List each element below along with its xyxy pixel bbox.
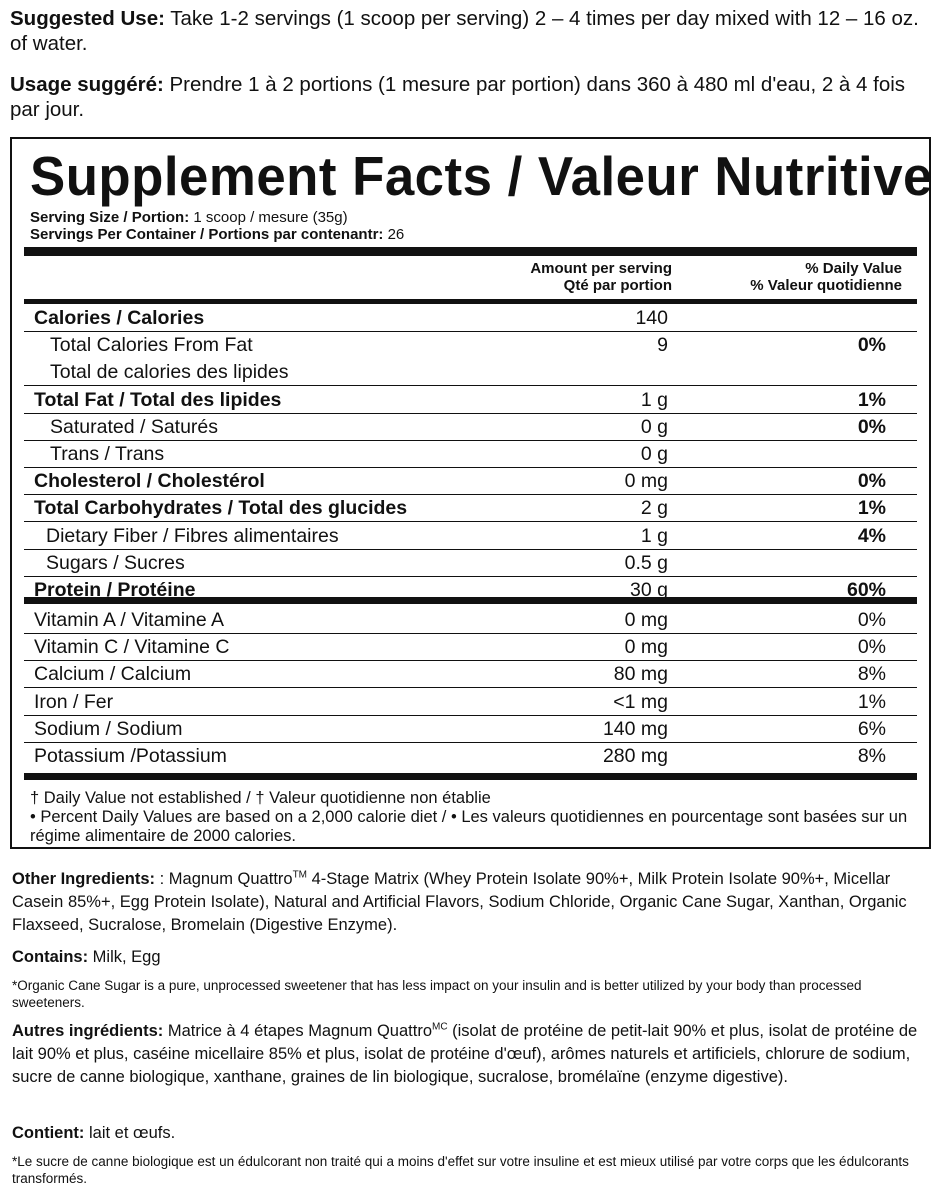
nutrient-daily-value: 0% xyxy=(857,334,886,357)
nutrient-amount: 0.5 g xyxy=(624,551,668,574)
vitamin-row xyxy=(24,688,917,716)
vitamin-amount: 140 mg xyxy=(602,717,668,740)
nutrient-row xyxy=(24,522,917,550)
nutrient-row xyxy=(24,494,917,522)
usage-suggere-text: Prendre 1 à 2 portions (1 mesure par portion) dans 360 à 480 ml d'eau, 2 à 4 fois par jour. xyxy=(10,73,906,121)
vitamin-amount: 0 mg xyxy=(624,609,668,631)
contient xyxy=(12,1122,937,1145)
nutrient-name: Sugars / Sucres xyxy=(46,551,185,574)
contains xyxy=(12,946,937,969)
vitamin-amount: 280 mg xyxy=(602,745,668,767)
nutrient-row xyxy=(24,467,917,495)
servings-per-container xyxy=(30,226,404,243)
nutrient-daily-value: 60% xyxy=(846,579,886,601)
nutrient-row xyxy=(24,358,917,386)
vitamin-name: Vitamin A / Vitamine A xyxy=(34,609,225,631)
vitamin-daily-value: 8% xyxy=(857,663,886,686)
col-amount-fr: Qté par portion xyxy=(563,277,672,294)
other-ingredients xyxy=(12,868,937,937)
supplement-facts-panel xyxy=(10,137,931,849)
vitamin-name: Sodium / Sodium xyxy=(34,717,183,740)
divider-thick xyxy=(24,247,917,256)
vitamin-name: Calcium / Calcium xyxy=(34,663,192,686)
vitamin-daily-value: 1% xyxy=(857,690,886,713)
nutrient-name: Total Carbohydrates / Total des glucides xyxy=(34,497,408,520)
vitamin-amount: 80 mg xyxy=(613,663,668,686)
vitamin-name: Potassium /Potassium xyxy=(34,745,227,767)
contains-label: Contains: xyxy=(12,948,89,966)
nutrient-amount: 1 g xyxy=(640,388,668,411)
vitamin-row xyxy=(24,742,917,769)
nutrient-row xyxy=(24,304,917,332)
nutrient-row xyxy=(24,386,917,414)
nutrient-amount: 0 g xyxy=(640,415,668,438)
usage-suggere-label: Usage suggéré: xyxy=(10,73,164,96)
vitamin-name: Iron / Fer xyxy=(34,690,114,713)
col-dv-fr: % Valeur quotidienne xyxy=(750,277,902,294)
facts-title: Supplement Facts / Valeur Nutritive xyxy=(30,145,933,207)
autres-ingredients-text-a: Matrice à 4 étapes Magnum Quattro xyxy=(163,1022,432,1040)
nutrient-name: Dietary Fiber / Fibres alimentaires xyxy=(46,524,339,547)
contains-text: Milk, Egg xyxy=(88,948,161,966)
nutrient-amount: 30 g xyxy=(630,579,668,601)
other-ingredients-text-a: : Magnum Quattro xyxy=(155,870,293,888)
nutrient-daily-value: 0% xyxy=(857,415,886,438)
trademark-mark: TM xyxy=(292,869,308,881)
marque-commerce-mark: MC xyxy=(432,1021,448,1033)
servings-value: 26 xyxy=(383,226,405,243)
autres-ingredients-text-b: (isolat de protéine de petit-lait 90% et plus, isolat de protéine de lait 90% et plus, caséine micellaire 85% et plus, isolat de protéine d'œuf), arômes naturels et artificiels, chlorure de sodium, sucre de canne biologique, xanthane, graines de lin biologique, sucralose, bromélaïne (enzyme digestive). xyxy=(12,1022,918,1086)
servings-label: Servings Per Container / Portions par contenantr: xyxy=(30,226,384,243)
other-ingredients-text-b: 4-Stage Matrix (Whey Protein Isolate 90%+, Milk Protein Isolate 90%+, Micellar Casein 85%+, Egg Protein Isolate), Natural and Artificial Flavors, Sodium Chloride, Organic Cane Sugar, Xanthan, Organic Flaxseed, Sucralose, Bromelain (Digestive Enzyme). xyxy=(12,870,907,934)
col-dv-en: % Daily Value xyxy=(805,260,902,277)
suggested-use-text: Take 1-2 servings (1 scoop per serving) 2 – 4 times per day mixed with 12 – 16 oz. of water. xyxy=(10,7,919,55)
autres-ingredients xyxy=(12,1020,937,1089)
footnote-dagger: † Daily Value not established / † Valeur quotidienne non établie xyxy=(30,789,491,807)
nutrient-name: Total de calories des lipides xyxy=(50,361,289,384)
vitamin-daily-value: 0% xyxy=(857,609,886,631)
nutrient-name: Total Fat / Total des lipides xyxy=(34,388,282,411)
column-header-amount xyxy=(452,260,672,294)
footnote-percent: • Percent Daily Values are based on a 2,000 calorie diet / • Les valeurs quotidiennes en pourcentage sont basées sur un régime alimentaire de 2000 calories. xyxy=(30,808,908,845)
suggested-use-fr xyxy=(10,72,937,122)
nutrient-name: Total Calories From Fat xyxy=(50,334,253,357)
column-header-daily-value xyxy=(692,260,902,294)
nutrient-amount: 2 g xyxy=(640,497,668,520)
nutrient-amount: 140 xyxy=(635,307,668,329)
vitamin-name: Vitamin C / Vitamine C xyxy=(34,636,230,659)
vitamin-row xyxy=(24,633,917,661)
suggested-use-label: Suggested Use: xyxy=(10,7,165,30)
vitamin-daily-value: 0% xyxy=(857,636,886,659)
organic-note-en: *Organic Cane Sugar is a pure, unprocessed sweetener that has less impact on your insulin and is better utilized by your body than processed sweeteners. xyxy=(12,978,862,1010)
vitamin-daily-value: 8% xyxy=(857,745,886,767)
serving-size xyxy=(30,209,348,226)
vitamin-row xyxy=(24,606,917,634)
nutrient-row xyxy=(24,440,917,468)
nutrient-daily-value: 1% xyxy=(857,497,886,520)
nutrient-row xyxy=(24,576,917,603)
nutrient-amount: 1 g xyxy=(640,524,668,547)
nutrient-row xyxy=(24,331,917,358)
nutrient-name: Trans / Trans xyxy=(50,443,165,465)
nutrient-daily-value: 4% xyxy=(857,524,886,547)
other-ingredients-label: Other Ingredients: xyxy=(12,870,156,888)
nutrient-name: Protein / Protéine xyxy=(34,579,196,601)
nutrient-row xyxy=(24,413,917,441)
autres-ingredients-label: Autres ingrédients: xyxy=(12,1022,164,1040)
nutrient-amount: 0 mg xyxy=(624,470,668,493)
nutrient-name: Cholesterol / Cholestérol xyxy=(34,470,265,493)
organic-note-fr: *Le sucre de canne biologique est un édulcorant non traité qui a moins d'effet sur votre insuline et est mieux utilisé par votre corps que les édulcorants transformés. xyxy=(12,1154,909,1186)
contient-label: Contient: xyxy=(12,1124,85,1142)
suggested-use-en xyxy=(10,6,937,56)
nutrient-amount: 0 g xyxy=(640,443,668,465)
nutrient-daily-value: 1% xyxy=(857,388,886,411)
nutrient-amount: 9 xyxy=(657,334,668,357)
col-amount-en: Amount per serving xyxy=(530,260,672,277)
nutrient-name: Calories / Calories xyxy=(34,307,205,329)
divider-bottom xyxy=(24,773,917,780)
vitamin-row xyxy=(24,660,917,688)
nutrient-name: Saturated / Saturés xyxy=(50,415,219,438)
serving-size-label: Serving Size / Portion: xyxy=(30,209,190,226)
vitamin-row xyxy=(24,715,917,743)
vitamin-amount: <1 mg xyxy=(613,690,668,713)
serving-size-value: 1 scoop / mesure (35g) xyxy=(189,209,348,226)
contient-text: lait et œufs. xyxy=(84,1124,176,1142)
vitamin-daily-value: 6% xyxy=(857,717,886,740)
vitamin-amount: 0 mg xyxy=(624,636,668,659)
nutrient-row xyxy=(24,549,917,577)
nutrient-daily-value: 0% xyxy=(857,470,886,493)
